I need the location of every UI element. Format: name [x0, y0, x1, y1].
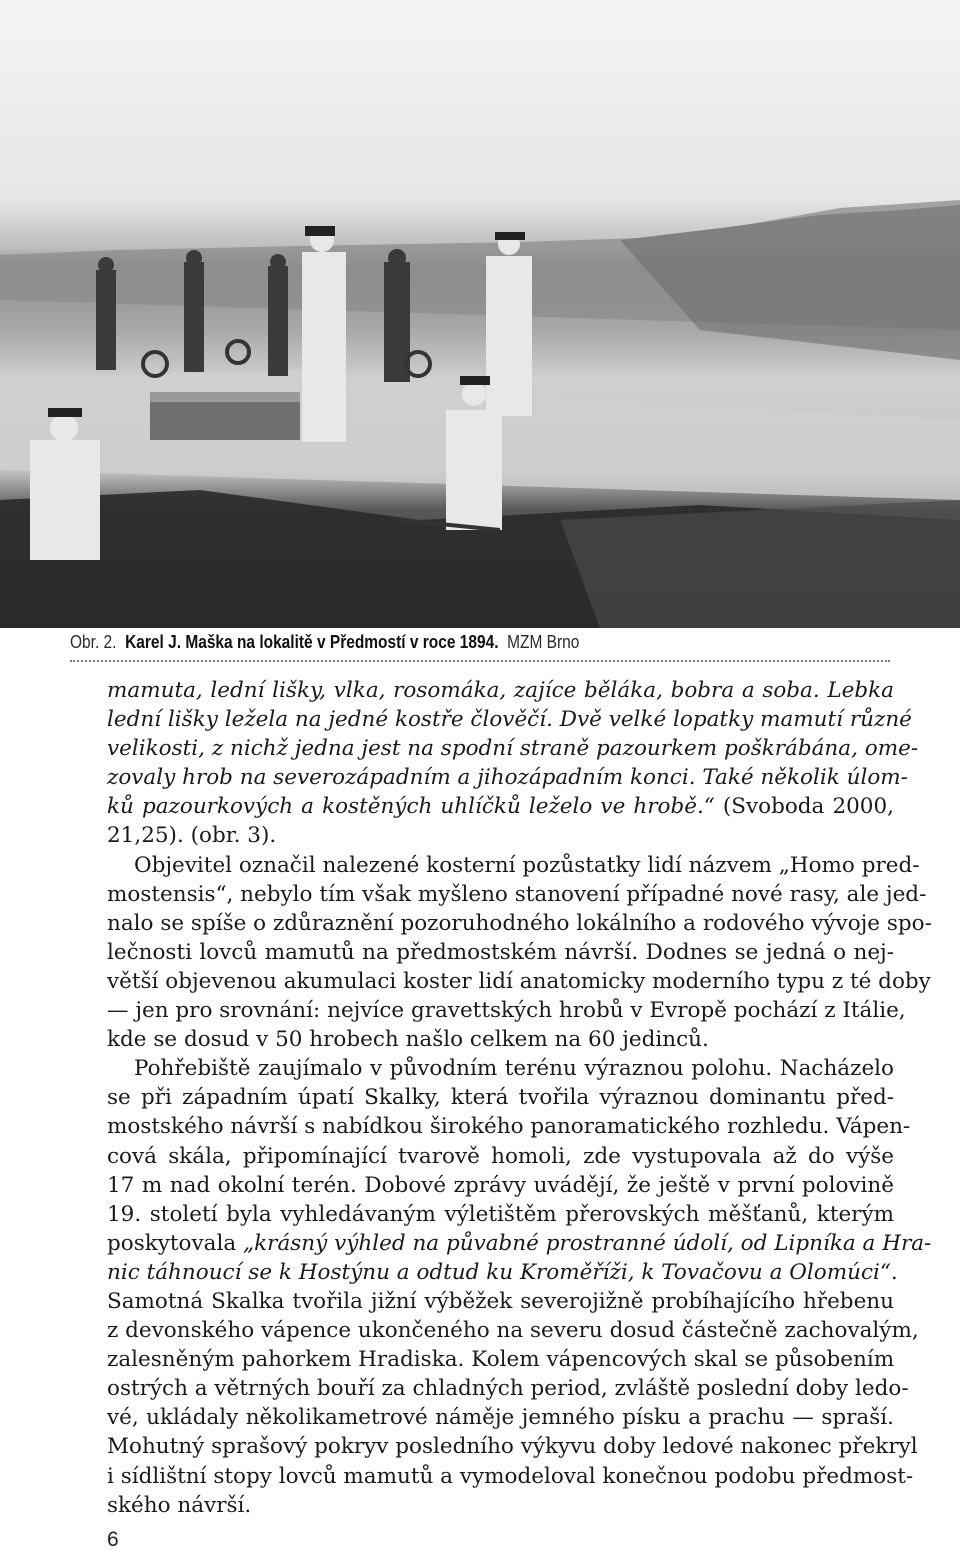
text-segment: zalesněným pahorkem Hradiska. Kolem vápencových skal se působením: [107, 1347, 895, 1373]
caption-label: Obr. 2.: [70, 632, 117, 652]
text-segment: z devonského vápence ukončeného na severu dosud částečně zachovalým,: [107, 1318, 919, 1344]
text-line: [107, 851, 920, 880]
text-segment: mostského návrší s nabídkou širokého panoramatického rozhledu. Vápen-: [107, 1114, 911, 1140]
text-segment: 19. století byla vyhledávaným výletištěm přerovských měšťanů, kterým: [107, 1201, 894, 1227]
text-line: [107, 1316, 919, 1345]
text-line: [107, 1112, 911, 1141]
text-segment: větší objevenou akumulaci koster lidí anatomicky moderního typu z té doby: [107, 968, 931, 994]
text-line: [107, 1229, 932, 1258]
text-segment: cová skála, připomínající tvarově homoli, zde vystupovala až do výše: [107, 1143, 894, 1169]
text-segment: (Svoboda 2000,: [714, 794, 895, 820]
text-segment: poskytovala: [107, 1230, 243, 1256]
text-line: [107, 909, 932, 938]
text-segment: kde se dosud v 50 hrobech našlo celkem na 60 jedinců.: [107, 1027, 709, 1053]
text-segment: 17 m nad okolní terén. Dobové zprávy uvádějí, že ještě v první polovině: [107, 1172, 894, 1198]
italic-segment: „krásný výhled na půvabné prostranné údolí, od Lipníka a Hra-: [243, 1230, 932, 1256]
text-line: [107, 1345, 894, 1374]
text-line: [107, 880, 927, 909]
text-line: [107, 1374, 909, 1403]
text-line: [107, 1491, 894, 1520]
italic-segment: velikosti, z nichž jedna jest na spodní straně pazourkem poškrábána, ome-: [107, 736, 919, 762]
text-segment: vé, ukládaly několikametrové náměje jemného písku a prachu — spraší.: [107, 1405, 894, 1431]
text-line: [107, 1287, 894, 1316]
excavation-photo: [0, 0, 960, 628]
text-line: [107, 705, 912, 734]
text-segment: 21,25). (obr. 3).: [107, 823, 277, 849]
text-line: [107, 1462, 914, 1491]
text-line: [107, 1083, 894, 1112]
text-segment: Pohřebiště zaujímalo v původním terénu výraznou polohu. Nacházelo: [134, 1056, 894, 1082]
caption-divider: [70, 660, 890, 662]
text-line: [107, 1171, 894, 1200]
text-line: [107, 792, 894, 821]
text-line: [107, 1200, 894, 1229]
figure-caption: [70, 632, 775, 653]
text-line: [107, 1403, 894, 1432]
text-segment: lečnosti lovců mamutů na předmostském návrší. Dodnes se jedná o nej-: [107, 939, 894, 965]
text-line: [107, 1258, 898, 1287]
text-line: [107, 1025, 894, 1054]
text-segment: i sídlištní stopy lovců mamutů a vymodeloval konečnou podobu předmost-: [107, 1463, 914, 1489]
text-line: [107, 967, 931, 996]
text-line: [107, 821, 894, 850]
text-line: [107, 676, 894, 705]
text-line: [107, 1432, 918, 1461]
excavation-photo-drawing: [0, 0, 960, 628]
text-segment: Mohutný sprašový pokryv posledního výkyvu doby ledové nakonec překryl: [107, 1434, 918, 1460]
italic-segment: lední lišky ležela na jedné kostře člověčí. Dvě velké lopatky mamutí různé: [107, 707, 912, 733]
text-line: [107, 1054, 894, 1083]
text-line: [107, 1142, 894, 1171]
caption-title: Karel J. Maška na lokalitě v Předmostí v roce 1894.: [125, 632, 499, 652]
italic-segment: ků pazourkových a kostěných uhlíčků leželo ve hrobě.“: [107, 794, 715, 820]
italic-segment: zovaly hrob na severozápadním a jihozápadním konci. Také několik úlom-: [107, 765, 908, 791]
text-segment: ského návrší.: [107, 1492, 252, 1518]
text-line: [107, 996, 906, 1025]
text-segment: ostrých a větrných bouří za chladných period, zvláště poslední doby ledo-: [107, 1376, 909, 1402]
text-segment: — jen pro srovnání: nejvíce gravettských hrobů v Evropě pochází z Itálie,: [107, 998, 906, 1024]
body-text: [107, 676, 932, 1520]
text-segment: Samotná Skalka tvořila jižní výběžek severojižně probíhajícího hřebenu: [107, 1288, 894, 1314]
text-segment: mostensis“, nebylo tím však myšleno stanovení případné nové rasy, ale jed-: [107, 881, 927, 907]
caption-source: MZM Brno: [507, 632, 580, 652]
text-segment: Objevitel označil nalezené kosterní pozůstatky lidí názvem „Homo pred-: [134, 852, 920, 878]
text-segment: .: [890, 1259, 898, 1285]
italic-segment: mamuta, lední lišky, vlka, rosomáka, zajíce běláka, bobra a soba. Lebka: [107, 678, 894, 703]
page-number: 6: [107, 1528, 119, 1551]
text-segment: nalo se spíše o zdůraznění pozoruhodného lokálního a rodového vývoje spo-: [107, 910, 932, 936]
text-line: [107, 763, 908, 792]
text-segment: se při západním úpatí Skalky, která tvořila výraznou dominantu před-: [107, 1085, 894, 1111]
italic-segment: nic táhnoucí se k Hostýnu a odtud ku Kroměříži, k Tovačovu a Olomúci“: [107, 1259, 891, 1285]
text-line: [107, 734, 919, 763]
text-line: [107, 938, 894, 967]
